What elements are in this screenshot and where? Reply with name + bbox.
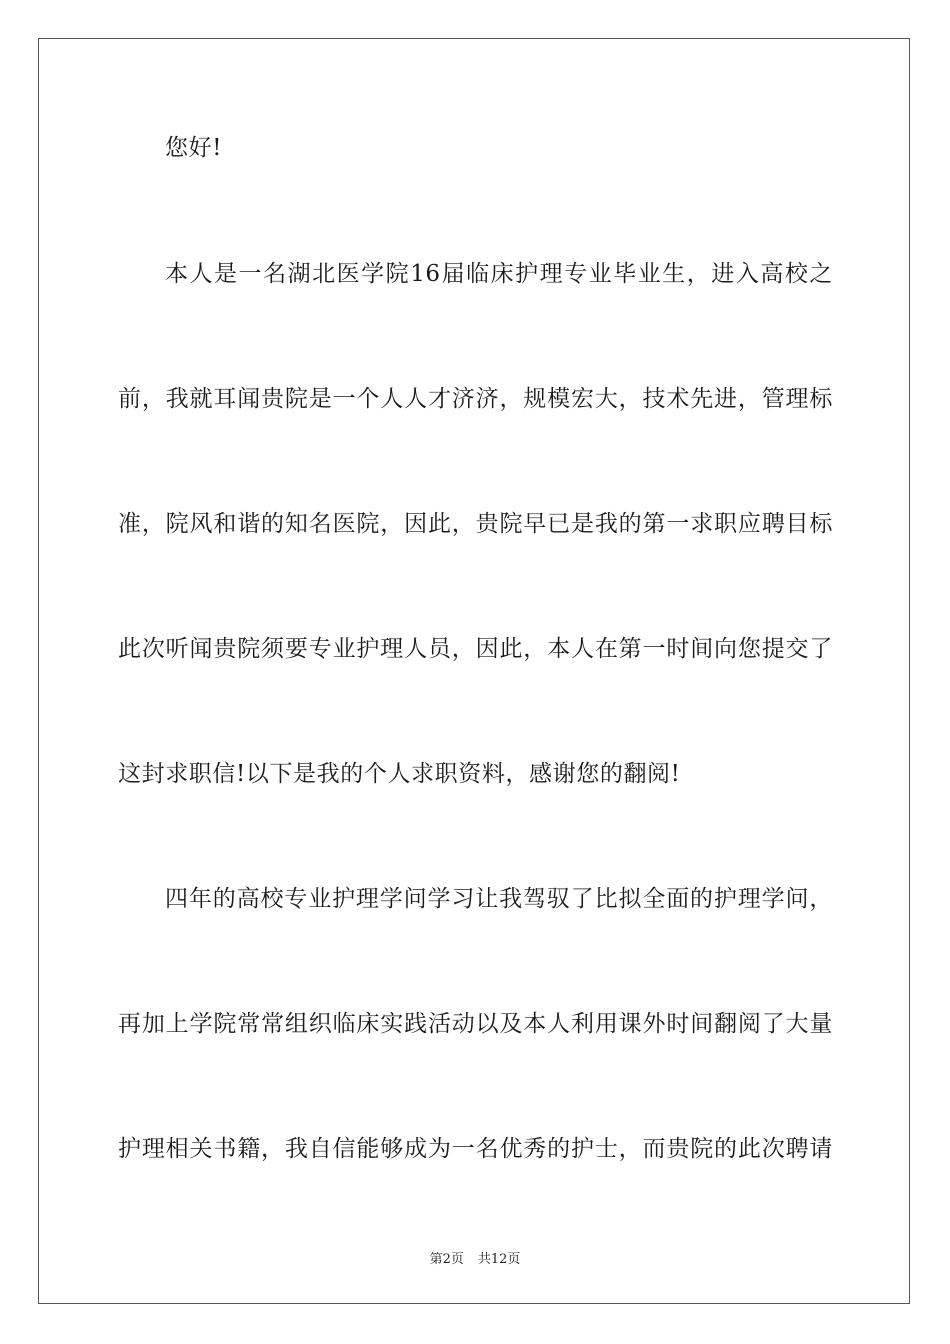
- page-total: 共12页: [477, 1252, 521, 1267]
- paragraph-1-line-3: 准，院风和谐的知名医院，因此，贵院早已是我的第一求职应聘目标: [118, 511, 833, 537]
- paragraph-2-line-3: 护理相关书籍，我自信能够成为一名优秀的护士，而贵院的此次聘请: [118, 1136, 833, 1162]
- page-number: 第2页: [429, 1252, 464, 1267]
- paragraph-1-line-5: 这封求职信!以下是我的个人求职资料，感谢您的翻阅!: [118, 761, 681, 787]
- page-border: [38, 38, 910, 1304]
- paragraph-1-line-4: 此次听闻贵院须要专业护理人员，因此，本人在第一时间向您提交了: [118, 636, 833, 662]
- paragraph-1-line-1: 本人是一名湖北医学院16届临床护理专业毕业生，进入高校之: [165, 261, 833, 287]
- page-footer: [0, 1248, 950, 1267]
- greeting-line: 您好!: [165, 135, 223, 161]
- paragraph-2-line-2: 再加上学院常常组织临床实践活动以及本人利用课外时间翻阅了大量: [118, 1011, 833, 1037]
- paragraph-1-line-2: 前，我就耳闻贵院是一个人人才济济，规模宏大，技术先进，管理标: [118, 386, 833, 412]
- paragraph-2-line-1: 四年的高校专业护理学问学习让我驾驭了比拟全面的护理学问，: [165, 886, 833, 912]
